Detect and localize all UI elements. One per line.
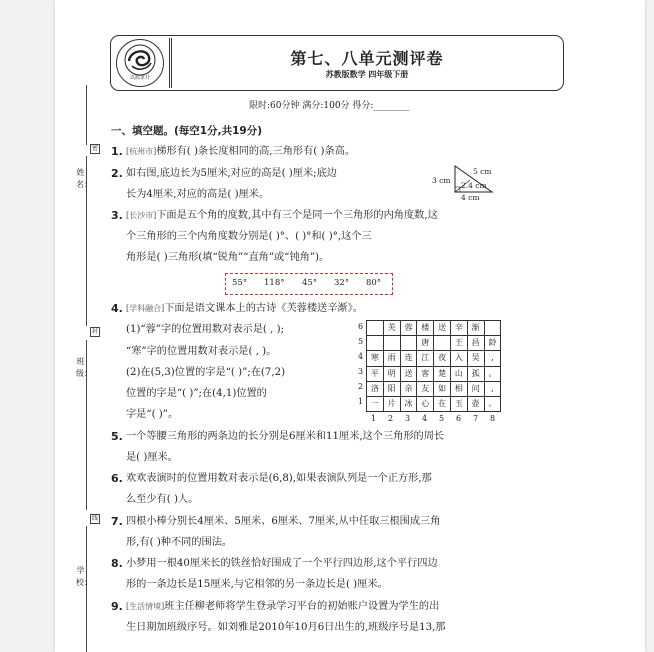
grid-cell: 如 [434, 381, 451, 396]
grid-cell: 雨 [383, 351, 400, 366]
q3-body: 下面是五个角的度数,其中有三个是同一个三角形的内角度数,这 [156, 210, 438, 221]
degree-option: 55° [232, 278, 248, 288]
degree-option: 80° [366, 278, 382, 288]
grid-cell: 片 [383, 396, 400, 411]
q5-line2: 是( )厘米。 [126, 452, 178, 463]
grid-y-label: 6 [358, 322, 364, 331]
grid-cell: 。 [484, 366, 501, 381]
q8-number: 8. [111, 557, 123, 570]
binding-line [86, 526, 87, 652]
grid-x-label: 6 [456, 414, 462, 423]
tri-left-label: 3 cm [432, 176, 451, 185]
grid-x-label: 8 [490, 414, 496, 423]
header-box [110, 35, 564, 91]
q9-line2: 生日期加班级序号。如刘雅是2010年10月6日出生的,班级序号是13,那 [126, 622, 446, 633]
q9-number: 9. [111, 600, 123, 613]
grid-x-label: 1 [371, 414, 377, 423]
q4-tag: [学科融合] [126, 304, 165, 313]
q6-number: 6. [111, 472, 123, 485]
grid-cell: 孤 [467, 366, 484, 381]
q9-body: 班主任柳老师将学生登录学习平台的初始账户设置为学生的出 [164, 601, 440, 612]
grid-cell: , [484, 351, 501, 366]
grid-cell: 在 [434, 396, 451, 411]
q1-body: 梯形有( )条长度相同的高,三角形有( )条高。 [156, 146, 356, 157]
grid-cell: 辛 [450, 321, 467, 336]
q6-line2: 么至少有( )人。 [126, 494, 199, 505]
grid-cell: 冰 [400, 396, 417, 411]
grid-y-label: 1 [358, 397, 364, 406]
grid-x-label: 5 [439, 414, 445, 423]
grid-row [367, 366, 501, 381]
q3-number: 3. [111, 209, 123, 222]
grid-cell: 夜 [434, 351, 451, 366]
q3-tag: [长沙市] [126, 211, 157, 220]
grid-cell: 渐 [467, 321, 484, 336]
grid-y-label: 5 [358, 337, 364, 346]
binding-line [86, 340, 87, 510]
q2-line2: 长为4厘米,对应的高是( )厘米。 [126, 189, 270, 200]
q1-tag: [杭州市] [126, 147, 157, 156]
grid-x-label: 2 [388, 414, 394, 423]
name-label: 姓 名： [76, 168, 92, 189]
grid-cell: 楚 [434, 366, 451, 381]
grid-cell: 相 [450, 381, 467, 396]
grid-cell: 平 [367, 366, 384, 381]
q4-line5: 字是“( )”。 [126, 409, 179, 420]
grid-cell [434, 336, 451, 351]
class-label: 班 级： [76, 357, 92, 378]
grid-cell: 洛 [367, 381, 384, 396]
q4-line3: (2)在(5,3)位置的字是“( )”;在(7,2) [126, 367, 286, 378]
degree-option: 45° [302, 278, 318, 288]
q7-line1: 四根小棒分别长4厘米、5厘米、6厘米、7厘米,从中任取三根围成三角 [126, 516, 441, 527]
q9-tag: [生活情境] [126, 602, 165, 611]
grid-cell: 玉 [450, 396, 467, 411]
grid-row [367, 321, 501, 336]
q4-body: 下面是语文课本上的古诗《芙蓉楼送辛渐》。 [164, 303, 363, 314]
grid-y-label: 2 [358, 382, 364, 391]
q9-line1 [126, 600, 439, 614]
grid-cell: 壶 [467, 396, 484, 411]
grid-cell: 昌 [467, 336, 484, 351]
logo [116, 39, 164, 87]
grid-y-label: 4 [358, 352, 364, 361]
grid-cell: 连 [400, 351, 417, 366]
grid-cell [367, 336, 384, 351]
q7-number: 7. [111, 515, 123, 528]
grid-x-label: 7 [473, 414, 479, 423]
q3-line1 [126, 209, 438, 223]
poem-grid [366, 320, 501, 412]
q6-line1: 欢欢表演时的位置用数对表示是(6,8),如果表演队列是一个正方形,那 [126, 473, 432, 484]
grid-cell: 友 [417, 381, 434, 396]
q4-intro [126, 302, 363, 316]
page-subtitle: 苏教版数学 四年级下册 [325, 70, 409, 79]
grid-row [367, 381, 501, 396]
q4-line2: “寒”字的位置用数对表示是( , )。 [126, 346, 277, 357]
binding-box: 线 [91, 515, 98, 522]
binding-line [86, 268, 87, 326]
grid-cell: 唐 [417, 336, 434, 351]
grid-y-label: 3 [358, 367, 364, 376]
grid-cell [383, 336, 400, 351]
grid-cell: 问 [467, 381, 484, 396]
degree-option: 32° [334, 278, 350, 288]
header-divider [169, 38, 172, 88]
q2-number: 2. [111, 167, 123, 180]
grid-row [367, 351, 501, 366]
grid-row [367, 396, 501, 411]
q1-text [126, 145, 355, 159]
grid-cell: 客 [417, 366, 434, 381]
grid-cell: 。 [484, 396, 501, 411]
grid-cell: 山 [450, 366, 467, 381]
binding-box: 封 [91, 328, 98, 335]
logo-text: 以质求升 [129, 75, 150, 81]
grid-cell: 楼 [417, 321, 434, 336]
q1-number: 1. [111, 145, 123, 158]
grid-cell: 龄 [484, 336, 501, 351]
grid-cell [484, 321, 501, 336]
grid-cell: 一 [367, 396, 384, 411]
degree-options-box [225, 273, 393, 295]
section-heading: 一、填空题。(每空1分,共19分) [111, 125, 263, 137]
binding-box: 密 [91, 145, 98, 152]
q7-line2: 形,有( )种不同的围法。 [126, 537, 233, 548]
q2-line1: 如右图,底边长为5厘米,对应的高是( )厘米;底边 [126, 168, 337, 179]
grid-cell: 蓉 [400, 321, 417, 336]
grid-cell: 寒 [367, 351, 384, 366]
page-title: 第七、八单元测评卷 [290, 49, 444, 68]
tri-hyp-label: 5 cm [473, 167, 492, 176]
grid-cell: 亲 [400, 381, 417, 396]
tri-inner-label: 2.4 cm [461, 181, 487, 190]
q8-line2: 形的一条边长是15厘米,与它相邻的另一条边长是( )厘米。 [126, 579, 388, 590]
grid-row [367, 336, 501, 351]
tri-base-label: 4 cm [461, 193, 480, 202]
grid-cell: 江 [417, 351, 434, 366]
q4-line1: (1)“蓉”字的位置用数对表示是( , ); [126, 324, 285, 335]
grid-cell: 王 [450, 336, 467, 351]
grid-cell: 入 [450, 351, 467, 366]
school-label: 学 校： [76, 566, 92, 587]
grid-cell: 明 [383, 366, 400, 381]
grid-cell [367, 321, 384, 336]
q4-line4: 位置的字是“( )”;在(4,1)位置的 [126, 388, 267, 399]
q3-line2: 个三角形的三个内角度数分别是( )°、( )°和( )°,这个三 [126, 231, 372, 242]
grid-cell [400, 336, 417, 351]
q4-number: 4. [111, 302, 123, 315]
grid-cell: 阳 [383, 381, 400, 396]
grid-cell: 心 [417, 396, 434, 411]
q8-line1: 小梦用一根40厘米长的铁丝恰好围成了一个平行四边形,这个平行四边 [126, 558, 438, 569]
exam-page [55, 0, 645, 652]
q5-line1: 一个等腰三角形的两条边的长分别是6厘米和11厘米,这个三角形的周长 [126, 431, 445, 442]
grid-cell: , [484, 381, 501, 396]
grid-cell: 送 [400, 366, 417, 381]
q3-line3: 角形是( )三角形(填“锐角”“直角”或“钝角”)。 [126, 252, 330, 263]
grid-x-label: 4 [422, 414, 428, 423]
grid-x-label: 3 [405, 414, 411, 423]
grid-cell: 送 [434, 321, 451, 336]
grid-cell: 芙 [383, 321, 400, 336]
q5-number: 5. [111, 430, 123, 443]
binding-line [86, 85, 87, 145]
grid-cell: 吴 [467, 351, 484, 366]
degree-option: 118° [264, 278, 285, 288]
time-score-line: 限时:60分钟 满分:100分 得分:________ [249, 101, 410, 111]
